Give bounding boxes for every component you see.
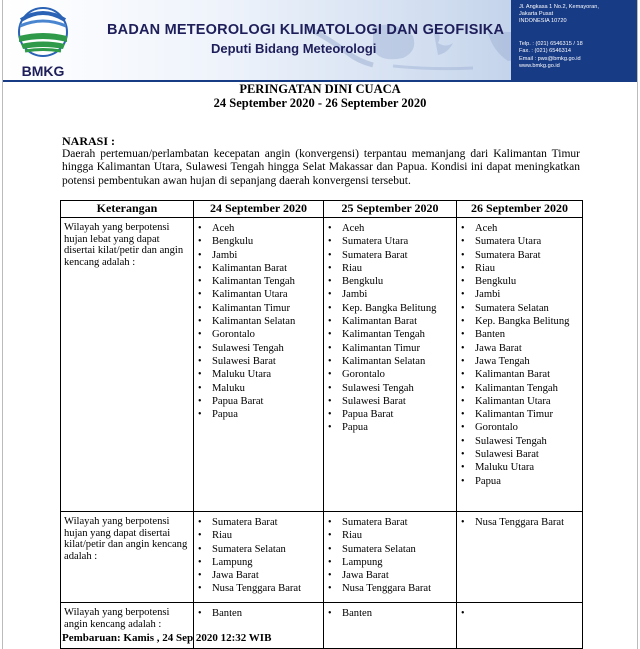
department-name: Deputi Bidang Meteorologi [211,41,377,56]
region-item: • Sulawesi Barat [461,448,581,461]
region-item: • Sumatera Selatan [198,543,322,556]
region-item: • Jawa Barat [328,569,455,582]
row-label: Wilayah yang berpotensi hujan yang dapat disertai kilat/petir dan angin kencang adalah : [61,512,194,603]
header-day-1: 24 September 2020 [194,201,324,218]
region-item: • Kalimantan Barat [198,262,322,275]
region-item: • Bengkulu [461,275,581,288]
region-list [195,513,322,598]
region-cell-day3 [457,218,583,512]
bmkg-emblem-icon [13,6,73,58]
website-link[interactable]: www.bmkg.go.id [519,63,560,69]
region-item: • Kalimantan Timur [461,408,581,421]
region-item: • Jawa Barat [198,569,322,582]
region-item: • Sulawesi Barat [328,395,455,408]
region-list [195,604,322,622]
narasi-text: Daerah pertemuan/perlambatan kecepatan angin (konvergensi) terpantau memanjang dari Kalimantan Timur hingga Kalimantan Utara, Sulawesi Tengah hingga Selat Makassar dan Papua. Kondisi ini dapat meningkatkan potensi pembentukan awan hujan di sepanjang daerah konvergensi tersebut. [62,148,580,187]
region-list [195,219,322,423]
table-header-row [61,201,583,218]
region-item: • Kalimantan Tengah [461,382,581,395]
document-title: PERINGATAN DINI CUACA [239,82,401,96]
update-timestamp: Pembaruan: Kamis , 24 Sep 2020 12:32 WIB [62,632,272,644]
region-item: • Papua [328,421,455,434]
narasi-label: NARASI : [62,134,116,148]
region-item: • Bengkulu [198,235,322,248]
warning-table [60,200,583,649]
region-cell-day1 [194,218,324,512]
region-item: • Sumatera Barat [328,516,455,529]
bmkg-logo [13,6,73,79]
region-item: • Sumatera Barat [328,249,455,262]
telp: Telp. : (021) 6546315 / 18 [519,41,583,47]
region-item: • Kalimantan Barat [461,368,581,381]
table-row [61,512,583,603]
region-item: • Gorontalo [461,421,581,434]
region-list [325,513,455,598]
region-cell-day3 [457,603,583,649]
region-item: • Kep. Bangka Belitung [461,315,581,328]
region-list [325,219,455,437]
region-item: • Kep. Bangka Belitung [328,302,455,315]
region-cell-day2 [324,512,457,603]
region-item: • Sumatera Selatan [461,302,581,315]
region-item: • Aceh [461,222,581,235]
region-item: • Maluku [198,382,322,395]
letterhead [3,0,637,80]
header-day-2: 25 September 2020 [324,201,457,218]
organization-name: BADAN METEOROLOGI KLIMATOLOGI DAN GEOFISIKA [107,22,505,38]
region-item: • Kalimantan Selatan [328,355,455,368]
region-item: • Papua [461,475,581,488]
region-item: • Kalimantan Utara [198,288,322,301]
region-item: • Banten [461,328,581,341]
region-cell-day2 [324,603,457,649]
fax: Fax. : (021) 6546314 [519,48,571,54]
region-item: • Gorontalo [198,328,322,341]
row-label: Wilayah yang berpotensi hujan lebat yang dapat disertai kilat/petir dan angin kencang adalah : [61,218,194,512]
region-item: • Kalimantan Timur [328,342,455,355]
region-item: • Jambi [328,288,455,301]
region-list [458,219,581,490]
region-item: • Jambi [198,249,322,262]
region-item: • Maluku Utara [198,368,322,381]
region-item: • Banten [328,607,455,620]
region-item: • Riau [198,529,322,542]
region-list [325,604,455,622]
region-item: • Kalimantan Tengah [328,328,455,341]
region-item: • Nusa Tenggara Barat [461,516,581,529]
region-item: • Riau [328,529,455,542]
region-cell-day2 [324,218,457,512]
region-item: • Riau [328,262,455,275]
region-item: • Nusa Tenggara Barat [198,582,322,595]
region-cell-day1 [194,512,324,603]
region-item: • Aceh [198,222,322,235]
region-item: • Sumatera Selatan [328,543,455,556]
region-item: • Kalimantan Barat [328,315,455,328]
region-item: • Aceh [328,222,455,235]
address-line-3: INDONESIA 10720 [519,18,567,24]
region-item: • Jawa Barat [461,342,581,355]
region-item: • Gorontalo [328,368,455,381]
region-item: • Kalimantan Tengah [198,275,322,288]
region-item: • Maluku Utara [461,461,581,474]
region-item: • Nusa Tenggara Barat [328,582,455,595]
region-item: • Kalimantan Utara [461,395,581,408]
address-line-2: Jakarta Pusat [519,11,554,17]
region-item: • Lampung [198,556,322,569]
region-item: • Sumatera Barat [461,249,581,262]
region-item: • Sulawesi Tengah [461,435,581,448]
document-date-range: 24 September 2020 - 26 September 2020 [213,96,427,110]
region-item: • Jambi [461,288,581,301]
region-item: • Sulawesi Tengah [328,382,455,395]
header-day-3: 26 September 2020 [457,201,583,218]
region-item: • Sumatera Utara [461,235,581,248]
address-line-1: Jl. Angkasa 1 No.2, Kemayoran, [519,4,599,10]
region-item: • Kalimantan Timur [198,302,322,315]
region-item: • Papua Barat [328,408,455,421]
table-row [61,218,583,512]
email-link[interactable]: Email : pws@bmkg.go.id [519,56,581,62]
region-item: • Sulawesi Barat [198,355,322,368]
region-item: • Jawa Tengah [461,355,581,368]
region-item: • Sumatera Utara [328,235,455,248]
region-cell-day3 [457,512,583,603]
region-item: • Riau [461,262,581,275]
header-keterangan: Keterangan [61,201,194,218]
region-item: • Banten [198,607,322,620]
region-list [458,604,581,609]
region-item: • Papua [198,408,322,421]
region-item: • Lampung [328,556,455,569]
region-list [458,513,581,531]
logo-text: BMKG [21,63,65,79]
region-item: • Sumatera Barat [198,516,322,529]
region-item: • Kalimantan Selatan [198,315,322,328]
region-item: • Bengkulu [328,275,455,288]
region-item: • Sulawesi Tengah [198,342,322,355]
region-item: • Papua Barat [198,395,322,408]
row-label: Wilayah yang berpotensi angin kencang adalah : [61,603,194,649]
